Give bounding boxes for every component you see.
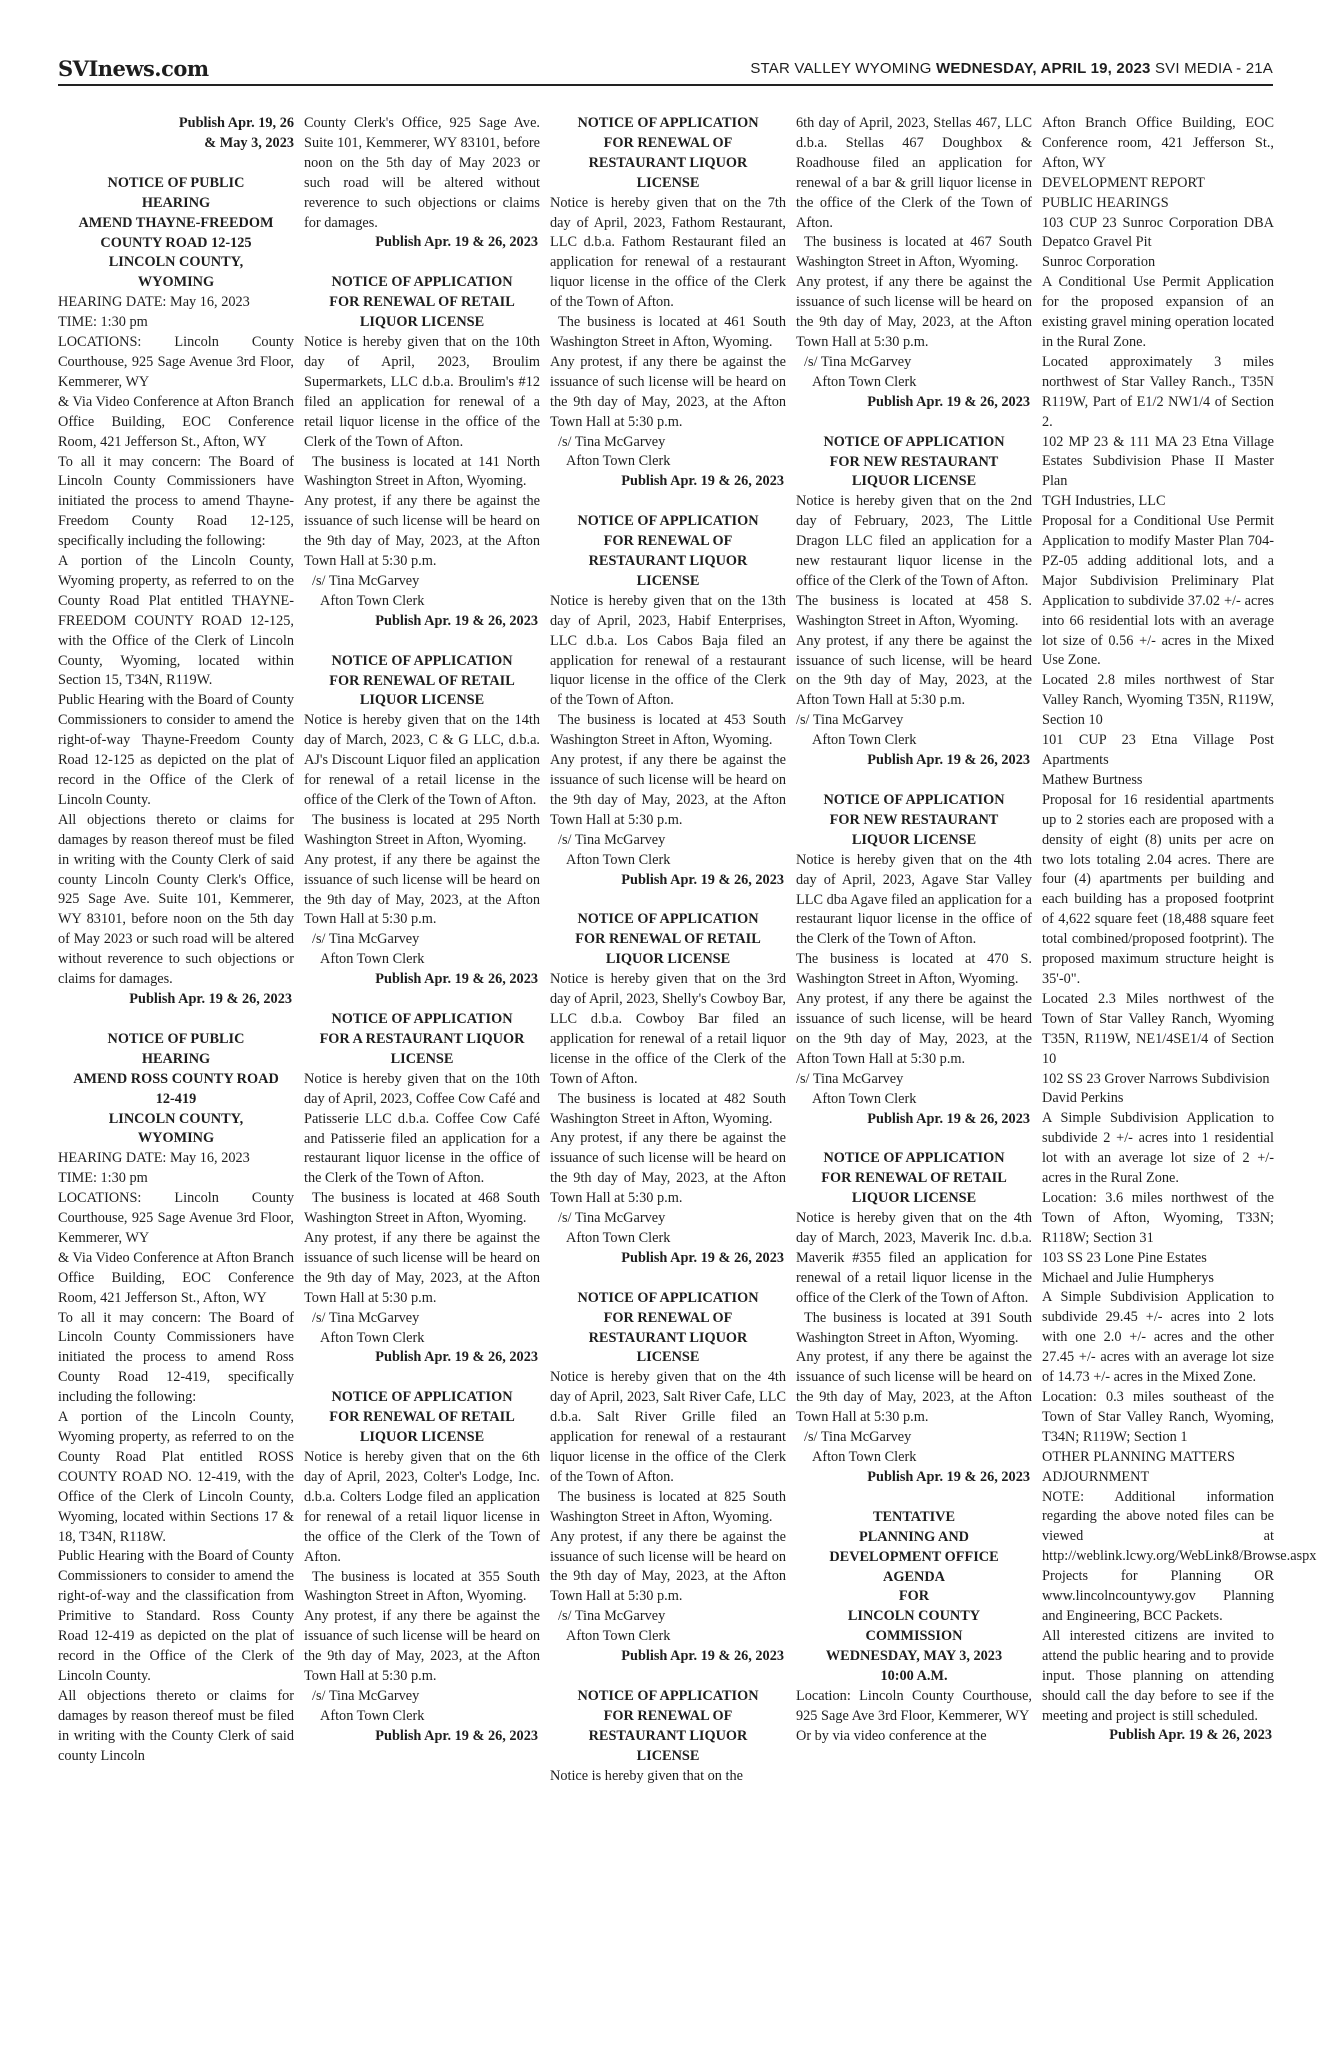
agenda-text: Located 2.8 miles northwest of Star Valley Ranch, Wyoming T35N, R119W, Section 10	[1042, 672, 1274, 729]
publish-line: Publish Apr. 19 & 26, 2023	[621, 1249, 784, 1266]
section-page: SVI MEDIA - 21A	[1154, 59, 1273, 77]
agenda-text: Proposal for a Conditional Use Permit Application to modify Master Plan 704-PZ-05 adding additional lots, and a Major Subdivision Preliminary Plat Application to subdivide 37.02 +/- acres into 66 residential lots with an average lot size of 0.56 +/- acres in the Mixed Use Zone.	[1042, 513, 1274, 669]
clerk-title: Afton Town Clerk	[320, 1329, 425, 1346]
notice-heading: HEARING	[141, 1050, 211, 1067]
agenda-note: NOTE: Additional information regarding the above noted files can be viewed at http://weblink.lcwy.org/WebLink8/Browse.aspx Projects for Planning OR www.lincolncountywy.gov Planning and Engineering, BCC Packets.	[1042, 1488, 1317, 1624]
notice-heading: AMEND ROSS COUNTY ROAD	[73, 1070, 279, 1087]
agenda-text: A Conditional Use Permit Application for the proposed expansion of an existing gravel mining operation located in the Rural Zone.	[1042, 274, 1274, 350]
notice-heading: LIQUOR LICENSE	[359, 692, 485, 709]
publish-line: Publish Apr. 19 & 26, 2023	[375, 612, 538, 629]
notice-text: Notice is hereby given that on the	[550, 1767, 743, 1784]
notice-heading: NOTICE OF APPLICATION	[331, 274, 513, 291]
notice-heading: FOR RENEWAL OF RETAIL	[575, 931, 761, 948]
column-3	[550, 114, 786, 2020]
clerk-title: Afton Town Clerk	[566, 851, 671, 868]
notice-heading: 12-419	[155, 1090, 197, 1107]
agenda-text: Michael and Julie Humpherys	[1042, 1269, 1214, 1286]
agenda-text: ADJOURNMENT	[1042, 1468, 1150, 1485]
signature: /s/ Tina McGarvey	[312, 1309, 420, 1326]
notice-heading: NOTICE OF APPLICATION	[577, 1289, 759, 1306]
notice-heading: LINCOLN COUNTY,	[108, 1110, 244, 1127]
clerk-title: Afton Town Clerk	[812, 373, 917, 390]
signature: /s/ Tina McGarvey	[804, 353, 912, 370]
notice-heading: RESTAURANT LIQUOR	[588, 553, 748, 570]
notice-text: 6th day of April, 2023, Stellas 467, LLC d.b.a. Stellas 467 Doughbox & Roadhouse filed an application for renewal of a bar & grill liquor license in the office of the Clerk of the Town of Afton.	[796, 115, 1032, 231]
notice-heading: NOTICE OF APPLICATION	[823, 433, 1005, 450]
signature: /s/ Tina McGarvey	[312, 931, 420, 948]
notice-heading: FOR NEW RESTAURANT	[829, 453, 999, 470]
agenda-heading: TENTATIVE	[872, 1508, 956, 1525]
notice-heading: FOR RENEWAL OF	[603, 134, 733, 151]
clerk-title: Afton Town Clerk	[566, 1628, 671, 1645]
notice-text: The business is located at 482 South Washington Street in Afton, Wyoming.	[550, 1090, 786, 1127]
agenda-text: 102 MP 23 & 111 MA 23 Etna Village Estates Subdivision Phase II Master Plan	[1042, 433, 1274, 490]
publish-line: & May 3, 2023	[204, 134, 294, 151]
notice-text: Any protest, if any there be against the issuance of such license will be heard on the 9th day of May, 2023, at the Afton Town Hall at 5:30 p.m.	[550, 1130, 786, 1207]
publish-line: Publish Apr. 19 & 26, 2023	[129, 990, 292, 1007]
agenda-text: Located 2.3 Miles northwest of the Town of Star Valley Ranch, Wyoming T35N, R119W, NE1/4SE1/4 of Section 10	[1042, 990, 1274, 1067]
notice-text: All objections thereto or claims for damages by reason thereof must be filed in writing with the County Clerk of said county Lincoln County Clerk's Office, 925 Sage Ave. Suite 101, Kemmerer, WY 83101, before noon on the 5th day of May 2023 or such road will be altered without reverence to such objections or claims for damages.	[58, 811, 294, 988]
notice-heading: NOTICE OF APPLICATION	[331, 652, 513, 669]
agenda-heading: FOR	[898, 1588, 930, 1605]
notice-text: The business is located at 825 South Washington Street in Afton, Wyoming.	[550, 1488, 786, 1525]
notice-text: The business is located at 141 North Washington Street in Afton, Wyoming.	[304, 453, 540, 490]
notice-text: Notice is hereby given that on the 10th day of April, 2023, Coffee Cow Café and Patisserie LLC d.b.a. Coffee Cow Café and Patisserie filed an application for a restaurant liquor license in the office of the Clerk of the Town of Afton.	[304, 1070, 540, 1187]
notice-heading: RESTAURANT LIQUOR	[588, 154, 748, 171]
agenda-text: Location: 3.6 miles northwest of the Town of Afton, Wyoming, T33N; R118W; Section 31	[1042, 1189, 1274, 1246]
header-rule	[58, 84, 1273, 86]
agenda-text: PUBLIC HEARINGS	[1042, 194, 1169, 211]
publish-line: Publish Apr. 19 & 26, 2023	[621, 473, 784, 490]
agenda-heading: COMMISSION	[865, 1628, 963, 1645]
notice-heading: NOTICE OF APPLICATION	[823, 792, 1005, 808]
signature: /s/ Tina McGarvey	[796, 1070, 904, 1087]
notice-text: LOCATIONS: Lincoln County Courthouse, 925 Sage Avenue 3rd Floor, Kemmerer, WY	[58, 334, 294, 390]
notice-heading: LIQUOR LICENSE	[851, 831, 977, 848]
notice-heading: FOR RENEWAL OF	[603, 533, 733, 550]
publish-line: Publish Apr. 19 & 26, 2023	[867, 1468, 1030, 1485]
clerk-title: Afton Town Clerk	[566, 453, 671, 470]
running-head	[750, 60, 1273, 77]
signature: /s/ Tina McGarvey	[796, 712, 904, 729]
publish-line: Publish Apr. 19 & 26, 2023	[867, 752, 1030, 769]
agenda-text: Located approximately 3 miles northwest of Star Valley Ranch., T35N R119W, Part of E1/2 NW1/4 of Section 2.	[1042, 353, 1274, 430]
signature: /s/ Tina McGarvey	[558, 831, 666, 848]
notice-heading: NOTICE OF APPLICATION	[331, 1011, 513, 1028]
notice-text: Or by via video conference at the	[796, 1727, 987, 1744]
signature: /s/ Tina McGarvey	[558, 433, 666, 450]
notice-heading: LIQUOR LICENSE	[851, 473, 977, 490]
signature: /s/ Tina McGarvey	[312, 572, 420, 589]
issue-date: WEDNESDAY, APRIL 19, 2023	[936, 59, 1151, 77]
publish-line: Publish Apr. 19 & 26, 2023	[621, 871, 784, 888]
notice-heading: LICENSE	[390, 1050, 454, 1067]
clerk-title: Afton Town Clerk	[320, 592, 425, 609]
notice-text: To all it may concern: The Board of Lincoln County Commissioners have initiated the process to amend Ross County Road 12-419, specifically including the following:	[58, 1309, 294, 1406]
notice-heading: AMEND THAYNE-FREEDOM	[78, 214, 274, 231]
notice-heading: HEARING	[141, 194, 211, 211]
notice-heading: RESTAURANT LIQUOR	[588, 1727, 748, 1744]
notice-text: Any protest, if any there be against the issuance of such license will be heard on the 9th day of May, 2023, at the Afton Town Hall at 5:30 p.m.	[304, 1608, 540, 1685]
notice-heading: NOTICE OF APPLICATION	[823, 1150, 1005, 1167]
signature: /s/ Tina McGarvey	[312, 1687, 420, 1704]
notice-text: The business is located at 453 South Washington Street in Afton, Wyoming.	[550, 712, 786, 749]
notice-text: The business is located at 355 South Washington Street in Afton, Wyoming.	[304, 1568, 540, 1605]
clerk-title: Afton Town Clerk	[812, 1449, 917, 1465]
notice-heading: LICENSE	[636, 1747, 700, 1764]
agenda-text: 103 SS 23 Lone Pine Estates	[1042, 1249, 1207, 1266]
clerk-title: Afton Town Clerk	[320, 951, 425, 968]
notice-text: Notice is hereby given that on the 14th day of March, 2023, C & G LLC, d.b.a. AJ's Discount Liquor filed an application for renewal of a retail license in the office of the Clerk of the Town of Afton.	[304, 712, 540, 808]
clerk-title: Afton Town Clerk	[812, 1090, 917, 1107]
notice-text: & Via Video Conference at Afton Branch Office Building, EOC Conference Room, 421 Jefferson St., Afton, WY	[58, 393, 294, 450]
notice-heading: LIQUOR LICENSE	[359, 314, 485, 331]
agenda-text: Sunroc Corporation	[1042, 254, 1156, 271]
notice-text: The business is located at 391 South Washington Street in Afton, Wyoming.	[796, 1309, 1032, 1346]
notice-text: Any protest, if any there be against the issuance of such license will be heard on the 9th day of May, 2023, at the Afton Town Hall at 5:30 p.m.	[550, 1528, 786, 1605]
agenda-text: TGH Industries, LLC	[1042, 493, 1166, 510]
publish-line: Publish Apr. 19, 26	[178, 115, 294, 131]
notice-text: Notice is hereby given that on the 3rd day of April, 2023, Shelly's Cowboy Bar, LLC d.b.a. Cowboy Bar filed an application for renewal of a retail liquor license in the office of the Clerk of the Town of Afton.	[550, 971, 786, 1087]
agenda-heading: PLANNING AND	[858, 1528, 969, 1545]
site-name[interactable]: SVInews.com	[58, 55, 209, 81]
agenda-text: A Simple Subdivision Application to subdivide 29.45 +/- acres into 2 lots with one 2.0 +/- acres and the other 27.45 +/- acres with an average lot size of 14.73 +/- acres in the Mixed Zone.	[1042, 1289, 1274, 1386]
agenda-text: Location: 0.3 miles southeast of the Town of Star Valley Ranch, Wyoming, T34N; R119W; Section 1	[1042, 1389, 1274, 1445]
notice-heading: FOR RENEWAL OF RETAIL	[329, 1409, 515, 1426]
notice-text: TIME: 1:30 pm	[58, 1170, 148, 1187]
column-5	[1042, 114, 1317, 2020]
notice-text: HEARING DATE: May 16, 2023	[58, 294, 250, 311]
notice-text: All objections thereto or claims for damages by reason thereof must be filed in writing with the County Clerk of said county Lincoln	[58, 1687, 294, 1764]
notice-text: Any protest, if any there be against the issuance of such license will be heard on the 9th day of May, 2023, at the Afton Town Hall at 5:30 p.m.	[304, 851, 540, 928]
notice-heading: NOTICE OF APPLICATION	[331, 1389, 513, 1406]
notice-text: A portion of the Lincoln County, Wyoming property, as referred to on the County Road Plat entitled THAYNE-FREEDOM COUNTY ROAD 12-125, with the Office of the Clerk of Lincoln County, Wyoming, located within Section 15, T34N, R119W.	[58, 553, 294, 689]
notice-text: Location: Lincoln County Courthouse, 925 Sage Ave 3rd Floor, Kemmerer, WY	[796, 1687, 1032, 1724]
notice-heading: NOTICE OF APPLICATION	[577, 115, 759, 131]
notice-heading: NOTICE OF APPLICATION	[577, 911, 759, 928]
notice-text: Notice is hereby given that on the 10th day of April, 2023, Broulim Supermarkets, LLC d.b.a. Broulim's #12 filed an application for renewal of a retail liquor license in the office of the Clerk of the Town of Afton.	[304, 334, 540, 450]
notice-text: Notice is hereby given that on the 2nd day of February, 2023, The Little Dragon LLC filed an application for a new restaurant liquor license in the office of the Clerk of the Town of Afton.	[796, 493, 1032, 589]
publish-line: Publish Apr. 19 & 26, 2023	[867, 1110, 1030, 1127]
agenda-heading: LINCOLN COUNTY	[847, 1608, 981, 1625]
notice-text: The business is located at 470 S. Washington Street in Afton, Wyoming.	[796, 951, 1032, 988]
notice-heading: NOTICE OF PUBLIC	[107, 174, 245, 191]
notice-text: LOCATIONS: Lincoln County Courthouse, 925 Sage Avenue 3rd Floor, Kemmerer, WY	[58, 1190, 294, 1246]
notice-heading: FOR RENEWAL OF RETAIL	[821, 1170, 1007, 1187]
notice-heading: LIQUOR LICENSE	[359, 1429, 485, 1446]
notice-heading: NOTICE OF APPLICATION	[577, 1687, 759, 1704]
notice-text: Any protest, if any there be against the issuance of such license will be heard on the 9th day of May, 2023, at the Afton Town Hall at 5:30 p.m.	[550, 353, 786, 430]
notice-text: Any protest, if any there be against the issuance of such license will be heard on the 9th day of May, 2023, at the Afton Town Hall at 5:30 p.m.	[550, 752, 786, 828]
notice-heading: WYOMING	[137, 1130, 215, 1147]
notice-heading: FOR RENEWAL OF RETAIL	[329, 672, 515, 689]
notice-text: County Clerk's Office, 925 Sage Ave. Suite 101, Kemmerer, WY 83101, before noon on the 5th day of May 2023 or such road will be altered without reverence to such objections or claims for damages.	[304, 115, 540, 231]
agenda-heading: AGENDA	[883, 1568, 945, 1585]
agenda-text: Afton Branch Office Building, EOC Conference room, 421 Jefferson St., Afton, WY	[1042, 115, 1274, 171]
notice-text: Notice is hereby given that on the 6th day of April, 2023, Colter's Lodge, Inc. d.b.a. Colters Lodge filed an application for renewal of a retail liquor license in the office of the Clerk of the Town of Afton.	[304, 1449, 540, 1565]
agenda-heading: WEDNESDAY, MAY 3, 2023	[825, 1648, 1003, 1665]
clerk-title: Afton Town Clerk	[812, 732, 917, 749]
masthead	[58, 54, 1273, 82]
publish-line: Publish Apr. 19 & 26, 2023	[867, 393, 1030, 410]
publish-line: Publish Apr. 19 & 26, 2023	[375, 971, 538, 988]
agenda-text: A Simple Subdivision Application to subdivide 2 +/- acres into 1 residential lot with an average lot size of 2 +/- acres in the Rural Zone.	[1042, 1110, 1274, 1187]
notice-text: & Via Video Conference at Afton Branch Office Building, EOC Conference Room, 421 Jefferson St., Afton, WY	[58, 1249, 294, 1306]
agenda-heading: DEVELOPMENT OFFICE	[829, 1548, 999, 1565]
agenda-text: 103 CUP 23 Sunroc Corporation DBA Depatco Gravel Pit	[1042, 214, 1274, 251]
notice-text: Any protest, if any there be against the issuance of such license will be heard on the 9th day of May, 2023, at the Afton Town Hall at 5:30 p.m.	[304, 1230, 540, 1306]
column-4	[796, 114, 1032, 2020]
notice-text: Notice is hereby given that on the 4th day of April, 2023, Agave Star Valley LLC dba Agave filed an application for a restaurant liquor license in the office of the Clerk of the Town of Afton.	[796, 851, 1032, 948]
notice-text: Any protest, if any there be against the issuance of such license, will be heard on the 9th day of May, 2023, at the Afton Town Hall at 5:30 p.m.	[796, 632, 1032, 709]
agenda-text: OTHER PLANNING MATTERS	[1042, 1448, 1236, 1465]
notice-text: To all it may concern: The Board of Lincoln County Commissioners have initiated the process to amend Thayne-Freedom County Road 12-125, specifically including the following:	[58, 453, 294, 550]
notice-heading: LICENSE	[636, 1349, 700, 1366]
notice-text: Public Hearing with the Board of County Commissioners to consider to amend the right-of-way and the classification from Primitive to Standard. Ross County Road 12-419 as depicted on the plat of record in the Office of the Clerk of Lincoln County.	[58, 1548, 294, 1684]
agenda-heading: 10:00 A.M.	[880, 1668, 948, 1685]
notice-text: The business is located at 468 South Washington Street in Afton, Wyoming.	[304, 1190, 540, 1227]
publish-line: Publish Apr. 19 & 26, 2023	[621, 1648, 784, 1665]
agenda-text: David Perkins	[1042, 1090, 1124, 1107]
notice-text: The business is located at 461 South Washington Street in Afton, Wyoming.	[550, 314, 786, 350]
notice-text: Any protest, if any there be against the issuance of such license, will be heard on the 9th day of May, 2023, at the Afton Town Hall at 5:30 p.m.	[796, 991, 1032, 1067]
notice-heading: LICENSE	[636, 174, 700, 191]
notice-heading: FOR RENEWAL OF	[603, 1707, 733, 1724]
notice-heading: RESTAURANT LIQUOR	[588, 1329, 748, 1346]
notice-heading: FOR RENEWAL OF RETAIL	[329, 294, 515, 311]
publish-line: Publish Apr. 19 & 26, 2023	[375, 234, 538, 251]
notice-text: The business is located at 467 South Washington Street in Afton, Wyoming.	[796, 234, 1032, 271]
notice-text: The business is located at 458 S. Washington Street in Afton, Wyoming.	[796, 592, 1032, 629]
publish-line: Publish Apr. 19 & 26, 2023	[1109, 1727, 1272, 1744]
agenda-text: 102 SS 23 Grover Narrows Subdivision	[1042, 1070, 1270, 1087]
agenda-text: 101 CUP 23 Etna Village Post Apartments	[1042, 732, 1274, 768]
signature: /s/ Tina McGarvey	[804, 1429, 912, 1446]
notice-text: HEARING DATE: May 16, 2023	[58, 1150, 250, 1167]
column-1	[58, 114, 294, 2020]
notice-heading: FOR A RESTAURANT LIQUOR	[319, 1030, 525, 1047]
notice-text: Any protest, if any there be against the issuance of such license will be heard on the 9th day of May, 2023, at the Afton Town Hall at 5:30 p.m.	[796, 1349, 1032, 1426]
notice-text: Notice is hereby given that on the 13th day of April, 2023, Habif Enterprises, LLC d.b.a. Los Cabos Baja filed an application for renewal of a restaurant liquor license in the office of the Clerk of the Town of Afton.	[550, 592, 786, 709]
notice-heading: LIQUOR LICENSE	[851, 1190, 977, 1207]
notice-heading: LIQUOR LICENSE	[605, 951, 731, 968]
notice-heading: COUNTY ROAD 12-125	[100, 234, 252, 251]
notice-heading: FOR RENEWAL OF	[603, 1309, 733, 1326]
agenda-text: Proposal for 16 residential apartments up to 2 stories each are proposed with a density of eight (8) units per acre on two lots totaling 2.04 acres. There are four (4) apartments per building and each building has a proposed footprint of 4,622 square feet (18,488 square feet total combined/proposed footprint). The proposed maximum structure height is 35'-0".	[1042, 791, 1274, 987]
notice-text: Any protest, if any there be against the issuance of such license will be heard on the 9th day of May, 2023, at the Afton Town Hall at 5:30 p.m.	[304, 493, 540, 570]
notice-text: Notice is hereby given that on the 4th day of April, 2023, Salt River Cafe, LLC d.b.a. Salt River Grille filed an application for renewal of a restaurant liquor license in the office of the Clerk of the Town of Afton.	[550, 1369, 786, 1485]
notice-text: Notice is hereby given that on the 4th day of March, 2023, Maverik Inc. d.b.a. Maverik #355 filed an application for renewal of a retail liquor license in the office of the Clerk of the Town of Afton.	[796, 1210, 1032, 1306]
notice-text: Notice is hereby given that on the 7th day of April, 2023, Fathom Restaurant, LLC d.b.a. Fathom Restaurant filed an application for renewal of a restaurant liquor license in the office of the Clerk of the Town of Afton.	[550, 194, 786, 311]
notice-text: TIME: 1:30 pm	[58, 314, 148, 331]
publish-line: Publish Apr. 19 & 26, 2023	[375, 1349, 538, 1366]
agenda-text: DEVELOPMENT REPORT	[1042, 174, 1205, 191]
notice-heading: LICENSE	[636, 572, 700, 589]
location: STAR VALLEY WYOMING	[750, 59, 932, 77]
signature: /s/ Tina McGarvey	[558, 1608, 666, 1625]
agenda-text: All interested citizens are invited to attend the public hearing and to provide input. Those planning on attending should call the day before to see if the meeting and project is still scheduled.	[1042, 1627, 1274, 1724]
notice-text: A portion of the Lincoln County, Wyoming property, as referred to on the County Road Plat entitled ROSS COUNTY ROAD NO. 12-419, with the Office of the Clerk of Lincoln County, Wyoming, located within Sections 17 & 18, T34N, R118W.	[58, 1409, 294, 1545]
notice-heading: NOTICE OF PUBLIC	[107, 1030, 245, 1047]
column-2	[304, 114, 540, 2020]
signature: /s/ Tina McGarvey	[558, 1210, 666, 1227]
notice-heading: FOR NEW RESTAURANT	[829, 811, 999, 828]
clerk-title: Afton Town Clerk	[320, 1707, 425, 1724]
notice-heading: NOTICE OF APPLICATION	[577, 513, 759, 530]
publish-line: Publish Apr. 19 & 26, 2023	[375, 1727, 538, 1744]
notice-heading: WYOMING	[137, 274, 215, 291]
notice-text: The business is located at 295 North Washington Street in Afton, Wyoming.	[304, 811, 540, 848]
agenda-text: Mathew Burtness	[1042, 771, 1143, 788]
notice-text: Any protest, if any there be against the issuance of such license will be heard on the 9th day of May, 2023, at the Afton Town Hall at 5:30 p.m.	[796, 274, 1032, 350]
notice-text: Public Hearing with the Board of County Commissioners to consider to amend the right-of-way Thayne-Freedom County Road 12-125 as depicted on the plat of record in the Office of the Clerk of Lincoln County.	[58, 692, 294, 808]
notice-heading: LINCOLN COUNTY,	[108, 254, 244, 271]
clerk-title: Afton Town Clerk	[566, 1229, 671, 1246]
